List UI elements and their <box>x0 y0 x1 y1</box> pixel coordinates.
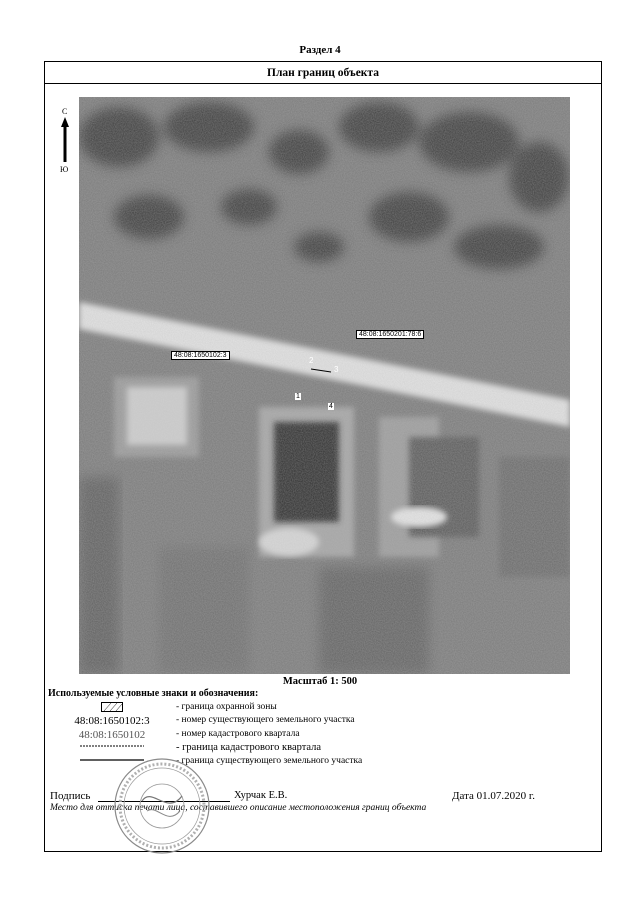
map-image <box>79 97 570 674</box>
seal-stamp-icon <box>112 756 212 856</box>
legend-title: Используемые условные знаки и обозначения: <box>48 688 259 699</box>
north-arrow-icon <box>58 107 78 179</box>
legend-item-protection-zone <box>48 702 548 715</box>
legend-text: - граница кадастрового квартала <box>176 742 322 753</box>
map-label-quarter: 48:08:1650102:3 <box>171 351 230 360</box>
signer-name: Хурчак Е.В. <box>234 790 288 801</box>
legend-text: - граница существующего земельного участка <box>176 756 363 766</box>
signature-label: Подпись <box>50 790 91 802</box>
section-title: Раздел 4 <box>299 44 341 56</box>
legend-item-parcel-number <box>48 715 548 728</box>
plan-header: План границ объекта <box>44 61 602 84</box>
signature-date: Дата 01.07.2020 г. <box>452 790 535 802</box>
legend-symbol-text: 48:08:1650102:3 <box>74 715 150 727</box>
aerial-photo-map <box>79 97 570 674</box>
north-label: С <box>62 107 68 116</box>
map-point-1: 1 <box>296 393 300 400</box>
legend-text: - граница охранной зоны <box>176 702 277 712</box>
legend-item-quarter-number <box>48 729 548 742</box>
south-label: Ю <box>60 165 69 174</box>
hatched-rect-icon <box>48 702 176 715</box>
arrow-shape <box>58 117 78 165</box>
map-point-4: 4 <box>329 403 333 410</box>
scale-label: Масштаб 1: 500 <box>282 676 358 687</box>
legend-text: - номер существующего земельного участка <box>176 715 355 725</box>
stamp-note: Место для оттиска печати лица, составившего описание местоположения границ объекта <box>50 803 427 813</box>
legend-item-quarter-boundary <box>48 742 548 755</box>
map-point-2: 2 <box>309 356 314 365</box>
legend-text: - номер кадастрового квартала <box>176 729 300 739</box>
dashed-line-icon <box>48 742 176 753</box>
map-point-3: 3 <box>334 365 339 374</box>
legend-symbol-text: 48:08:1650102 <box>78 729 146 741</box>
map-label-parcel: 48:08:1650201:78:6 <box>356 330 424 339</box>
